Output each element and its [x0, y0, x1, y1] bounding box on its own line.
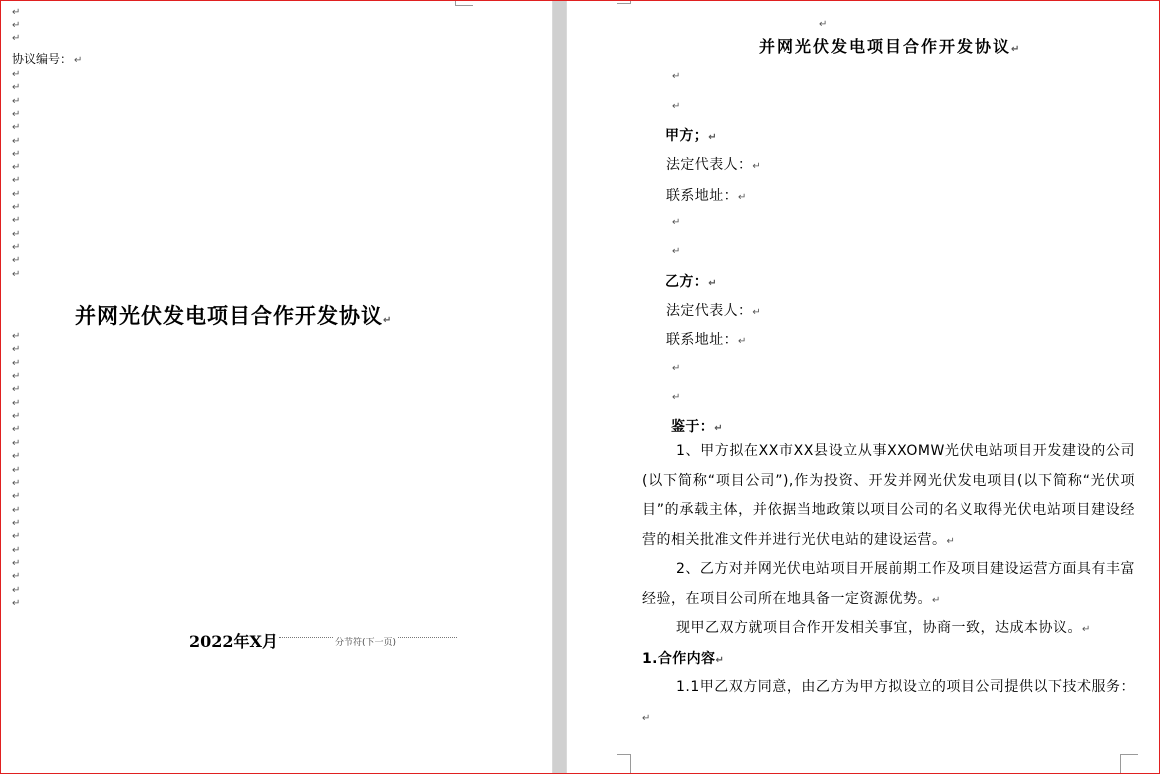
paragraph-mark: ↵ [12, 505, 21, 516]
paragraph-mark: ↵ [12, 33, 21, 44]
paragraph-mark: ↵ [12, 82, 21, 93]
crop-mark [617, 0, 631, 4]
paragraph-mark: ↵ [12, 384, 21, 395]
clause-1-1: 1.1甲乙双方同意，由乙方为甲方拟设立的项目公司提供以下技术服务：↵ [642, 679, 1135, 724]
paragraph-mark: ↵ [12, 175, 21, 186]
crop-mark [617, 754, 631, 774]
section-break [279, 637, 457, 649]
paragraph-mark: ↵ [12, 424, 21, 435]
paragraph-mark: ↵ [12, 242, 21, 253]
paragraph-mark: ↵ [819, 19, 828, 30]
agreement-number-label: 协议编号： ↵ [12, 52, 83, 66]
paragraph-mark: ↵ [12, 69, 21, 80]
paragraph-mark: ↵ [12, 531, 21, 542]
agreement-page [567, 0, 1159, 774]
party-a-address: 联系地址：↵ [666, 188, 747, 204]
paragraph-mark: ↵ [12, 518, 21, 529]
paragraph-mark: ↵ [12, 545, 21, 556]
whereas-clause-1: 1、甲方拟在XX市XX县设立从事XXOMW光伏电站项目开发建设的公司(以下简称“项目公司”),作为投资、开发并网光伏发电项目(以下简称“光伏项目”的承载主体，并依据当地政策以项目公司的名义取得光伏电站项目建设经营的相关批准文件并进行光伏电站的建设运营。↵ [642, 443, 1135, 548]
paragraph-mark: ↵ [12, 598, 21, 609]
cover-title: 并网光伏发电项目合作开发协议↵ [75, 304, 393, 328]
paragraph-mark: ↵ [12, 398, 21, 409]
paragraph-mark: ↵ [12, 331, 21, 342]
paragraph-mark: ↵ [12, 358, 21, 369]
paragraph-mark: ↵ [12, 162, 21, 173]
paragraph-mark: ↵ [12, 438, 21, 449]
paragraph-mark: ↵ [12, 371, 21, 382]
whereas-heading: 鉴于：↵ [671, 419, 723, 435]
paragraph-mark: ↵ [672, 246, 681, 257]
paragraph-mark: ↵ [12, 585, 21, 596]
cover-date: 2022年X月 [189, 632, 278, 651]
paragraph-mark: ↵ [12, 558, 21, 569]
paragraph-mark: ↵ [672, 71, 681, 82]
paragraph-mark: ↵ [12, 20, 21, 31]
paragraph-mark: ↵ [12, 269, 21, 280]
paragraph-mark: ↵ [12, 491, 21, 502]
paragraph-mark: ↵ [12, 451, 21, 462]
paragraph-mark: ↵ [12, 255, 21, 266]
crop-mark [1120, 754, 1138, 774]
party-b-address: 联系地址：↵ [666, 332, 747, 348]
paragraph-mark: ↵ [12, 571, 21, 582]
paragraph-mark: ↵ [12, 189, 21, 200]
page-gap [553, 0, 566, 774]
party-b-legal-rep: 法定代表人：↵ [666, 303, 762, 319]
paragraph-mark: ↵ [12, 96, 21, 107]
whereas-clause-2: 2、乙方对并网光伏电站项目开展前期工作及项目建设运营方面具有丰富经验，在项目公司所在地具备一定资源优势。↵ [642, 561, 1135, 607]
section-break-label: 分节符(下一页) [334, 635, 397, 648]
paragraph-mark: ↵ [12, 202, 21, 213]
party-a-legal-rep: 法定代表人：↵ [666, 157, 762, 173]
paragraph-mark: ↵ [12, 7, 21, 18]
paragraph-mark: ↵ [12, 229, 21, 240]
paragraph-mark: ↵ [672, 363, 681, 374]
paragraph-mark: ↵ [12, 465, 21, 476]
paragraph-mark: ↵ [12, 411, 21, 422]
paragraph-mark: ↵ [672, 101, 681, 112]
paragraph-mark: ↵ [12, 122, 21, 133]
paragraph-mark: ↵ [672, 217, 681, 228]
cover-page [1, 0, 552, 774]
paragraph-mark: ↵ [12, 215, 21, 226]
section-1-heading: 1.合作内容↵ [642, 651, 725, 667]
paragraph-mark: ↵ [12, 344, 21, 355]
party-a-heading: 甲方；↵ [665, 128, 717, 144]
agreement-title: 并网光伏发电项目合作开发协议↵ [759, 37, 1022, 56]
paragraph-mark: ↵ [12, 136, 21, 147]
crop-mark [455, 0, 473, 6]
paragraph-mark: ↵ [12, 149, 21, 160]
paragraph-mark: ↵ [12, 109, 21, 120]
party-b-heading: 乙方：↵ [665, 274, 717, 290]
consensus-statement: 现甲乙双方就项目合作开发相关事宜，协商一致，达成本协议。↵ [676, 620, 1091, 636]
paragraph-mark: ↵ [12, 478, 21, 489]
paragraph-mark: ↵ [672, 392, 681, 403]
